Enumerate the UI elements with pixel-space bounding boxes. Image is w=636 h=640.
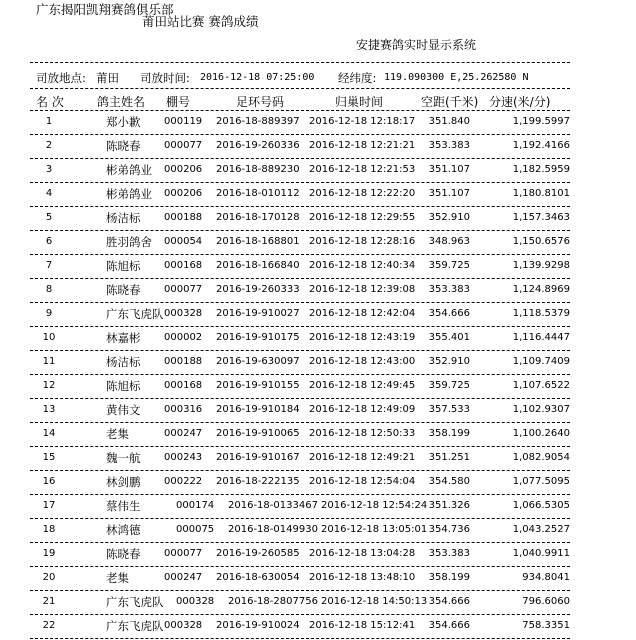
distance-cell: 359.725 — [428, 380, 470, 391]
arrival-cell: 2016-12-18 13:04:28 — [309, 548, 416, 559]
speed-cell: 1,180.8101 — [512, 188, 570, 199]
owner-cell: 陈晓春 — [106, 139, 141, 153]
owner-cell: 胜羽鸽舍 — [106, 235, 152, 249]
col-header-loft: 棚号 — [166, 95, 191, 109]
owner-cell: 广东飞虎队 — [106, 595, 164, 609]
owner-cell: 老集 — [106, 427, 129, 441]
loft-cell: 000168 — [164, 260, 203, 271]
rank-cell: 15 — [42, 452, 56, 463]
table-row — [30, 207, 570, 231]
col-header-ring: 足环号码 — [236, 95, 285, 109]
ring-cell: 2016-18-170128 — [216, 212, 300, 223]
speed-cell: 934.8041 — [522, 572, 570, 583]
arrival-cell: 2016-12-18 12:54:24 — [321, 500, 428, 511]
owner-cell: 魏一航 — [106, 451, 141, 465]
table-row — [30, 303, 570, 327]
ring-cell: 2016-19-910184 — [216, 404, 300, 415]
divider-top — [30, 62, 570, 63]
owner-cell: 陈晓春 — [106, 547, 141, 561]
loft-cell: 000243 — [164, 452, 203, 463]
loft-cell: 000119 — [164, 116, 203, 127]
owner-cell: 陈旭标 — [106, 259, 141, 273]
ring-cell: 2016-19-910175 — [216, 332, 300, 343]
arrival-cell: 2016-12-18 12:40:34 — [309, 260, 416, 271]
table-row — [30, 351, 570, 375]
table-row — [30, 375, 570, 399]
rank-cell: 21 — [42, 596, 56, 607]
ring-cell: 2016-19-910167 — [216, 452, 300, 463]
speed-cell: 796.6060 — [522, 596, 570, 607]
loft-cell: 000206 — [164, 164, 203, 175]
ring-cell: 2016-18-889397 — [216, 116, 300, 127]
loft-cell: 000328 — [164, 620, 203, 631]
col-header-distance: 空距(千米) — [421, 95, 479, 109]
owner-cell: 陈旭标 — [106, 379, 141, 393]
rank-cell: 17 — [42, 500, 56, 511]
speed-cell: 1,199.5997 — [512, 116, 570, 127]
table-row — [30, 159, 570, 183]
rank-cell: 16 — [42, 476, 56, 487]
loft-cell: 000188 — [164, 356, 203, 367]
rank-cell: 8 — [45, 284, 53, 295]
coord-value: 119.090300 E,25.262580 N — [384, 72, 529, 83]
speed-cell: 1,118.5379 — [512, 308, 570, 319]
location-value: 莆田 — [96, 71, 119, 85]
rank-cell: 2 — [45, 140, 53, 151]
ring-cell: 2016-19-630097 — [216, 356, 300, 367]
distance-cell: 352.910 — [428, 212, 470, 223]
loft-cell: 000328 — [164, 308, 203, 319]
arrival-cell: 2016-12-18 12:28:16 — [309, 236, 416, 247]
speed-cell: 1,192.4166 — [512, 140, 570, 151]
ring-cell: 2016-18-166840 — [216, 260, 300, 271]
location-label: 司放地点: — [36, 71, 86, 85]
loft-cell: 000174 — [176, 500, 215, 511]
arrival-cell: 2016-12-18 13:05:01 — [321, 524, 428, 535]
speed-cell: 1,116.4447 — [512, 332, 570, 343]
table-row — [30, 423, 570, 447]
table-row — [30, 615, 570, 639]
table-row — [30, 471, 570, 495]
speed-cell: 1,124.8969 — [512, 284, 570, 295]
time-value: 2016-12-18 07:25:00 — [200, 72, 315, 83]
rank-cell: 13 — [42, 404, 56, 415]
distance-cell: 359.725 — [428, 260, 470, 271]
ring-cell: 2016-19-910027 — [216, 308, 300, 319]
rank-cell: 9 — [45, 308, 53, 319]
ring-cell: 2016-19-910024 — [216, 620, 300, 631]
table-row — [30, 111, 570, 135]
rank-cell: 18 — [42, 524, 56, 535]
arrival-cell: 2016-12-18 12:21:53 — [309, 164, 416, 175]
owner-cell: 陈晓春 — [106, 283, 141, 297]
rank-cell: 5 — [45, 212, 53, 223]
owner-cell: 林剑鹏 — [106, 475, 141, 489]
loft-cell: 000247 — [164, 572, 203, 583]
ring-cell: 2016-18-889230 — [216, 164, 300, 175]
table-row — [30, 279, 570, 303]
arrival-cell: 2016-12-18 12:22:20 — [309, 188, 416, 199]
owner-cell: 广东飞虎队 — [106, 307, 164, 321]
system-name: 安捷赛鸽实时显示系统 — [356, 38, 477, 52]
distance-cell: 357.533 — [428, 404, 470, 415]
speed-cell: 1,100.2640 — [512, 428, 570, 439]
speed-cell: 1,150.6576 — [512, 236, 570, 247]
owner-cell: 杨洁标 — [106, 211, 141, 225]
distance-cell: 358.199 — [428, 572, 470, 583]
distance-cell: 354.580 — [428, 476, 470, 487]
rank-cell: 10 — [42, 332, 56, 343]
ring-cell: 2016-18-010112 — [216, 188, 300, 199]
speed-cell: 1,040.9911 — [512, 548, 570, 559]
table-row — [30, 135, 570, 159]
ring-cell: 2016-18-0133467 — [228, 500, 318, 511]
table-row — [30, 327, 570, 351]
distance-cell: 348.963 — [428, 236, 470, 247]
rank-cell: 19 — [42, 548, 56, 559]
rank-cell: 20 — [42, 572, 56, 583]
speed-cell: 758.3351 — [522, 620, 570, 631]
distance-cell: 351.107 — [428, 188, 470, 199]
arrival-cell: 2016-12-18 12:49:09 — [309, 404, 416, 415]
loft-cell: 000316 — [164, 404, 203, 415]
ring-cell: 2016-19-260333 — [216, 284, 300, 295]
distance-cell: 351.251 — [428, 452, 470, 463]
distance-cell: 353.383 — [428, 284, 470, 295]
arrival-cell: 2016-12-18 12:49:45 — [309, 380, 416, 391]
loft-cell: 000077 — [164, 548, 203, 559]
rank-cell: 14 — [42, 428, 56, 439]
table-row — [30, 567, 570, 591]
table-row — [30, 543, 570, 567]
owner-cell: 林鸿德 — [106, 523, 141, 537]
loft-cell: 000328 — [176, 596, 215, 607]
arrival-cell: 2016-12-18 12:50:33 — [309, 428, 416, 439]
ring-cell: 2016-19-910065 — [216, 428, 300, 439]
table-row — [30, 495, 570, 519]
loft-cell: 000168 — [164, 380, 203, 391]
rank-cell: 12 — [42, 380, 56, 391]
distance-cell: 354.666 — [428, 596, 470, 607]
speed-cell: 1,043.2527 — [512, 524, 570, 535]
loft-cell: 000188 — [164, 212, 203, 223]
arrival-cell: 2016-12-18 13:48:10 — [309, 572, 416, 583]
ring-cell: 2016-19-260585 — [216, 548, 300, 559]
loft-cell: 000206 — [164, 188, 203, 199]
owner-cell: 老集 — [106, 571, 129, 585]
arrival-cell: 2016-12-18 12:54:04 — [309, 476, 416, 487]
ring-cell: 2016-18-0149930 — [228, 524, 318, 535]
rank-cell: 11 — [42, 356, 56, 367]
speed-cell: 1,182.5959 — [512, 164, 570, 175]
distance-cell: 355.401 — [428, 332, 470, 343]
distance-cell: 353.383 — [428, 548, 470, 559]
rank-cell: 3 — [45, 164, 53, 175]
arrival-cell: 2016-12-18 12:29:55 — [309, 212, 416, 223]
owner-cell: 林嘉彬 — [106, 331, 141, 345]
owner-cell: 彬弟鸽业 — [106, 187, 152, 201]
speed-cell: 1,157.3463 — [512, 212, 570, 223]
distance-cell: 351.107 — [428, 164, 470, 175]
owner-cell: 广东飞虎队 — [106, 619, 164, 633]
owner-cell: 蔡伟生 — [106, 499, 141, 513]
arrival-cell: 2016-12-18 15:12:41 — [309, 620, 416, 631]
table-row — [30, 231, 570, 255]
arrival-cell: 2016-12-18 12:18:17 — [309, 116, 416, 127]
arrival-cell: 2016-12-18 12:49:21 — [309, 452, 416, 463]
loft-cell: 000075 — [176, 524, 215, 535]
speed-cell: 1,082.9054 — [512, 452, 570, 463]
rank-cell: 4 — [45, 188, 53, 199]
col-header-arrival: 归巢时间 — [335, 95, 384, 109]
loft-cell: 000002 — [164, 332, 203, 343]
owner-cell: 杨洁标 — [106, 355, 141, 369]
ring-cell: 2016-18-2807756 — [228, 596, 318, 607]
rank-cell: 6 — [45, 236, 53, 247]
distance-cell: 354.666 — [428, 308, 470, 319]
loft-cell: 000077 — [164, 284, 203, 295]
loft-cell: 000054 — [164, 236, 203, 247]
rank-cell: 7 — [45, 260, 53, 271]
divider-info — [30, 88, 570, 89]
club-name: 广东揭阳凯翔赛鸽俱乐部 — [36, 2, 174, 17]
arrival-cell: 2016-12-18 12:43:19 — [309, 332, 416, 343]
arrival-cell: 2016-12-18 14:50:13 — [321, 596, 428, 607]
ring-cell: 2016-18-168801 — [216, 236, 300, 247]
arrival-cell: 2016-12-18 12:39:08 — [309, 284, 416, 295]
loft-cell: 000247 — [164, 428, 203, 439]
ring-cell: 2016-18-222135 — [216, 476, 300, 487]
table-row — [30, 255, 570, 279]
speed-cell: 1,066.5305 — [512, 500, 570, 511]
distance-cell: 354.736 — [428, 524, 470, 535]
table-row — [30, 519, 570, 543]
race-title: 莆田站比赛 赛鸽成绩 — [142, 14, 259, 29]
arrival-cell: 2016-12-18 12:21:21 — [309, 140, 416, 151]
distance-cell: 354.666 — [428, 620, 470, 631]
rank-cell: 1 — [45, 116, 53, 127]
col-header-speed: 分速(米/分) — [489, 95, 551, 109]
speed-cell: 1,102.9307 — [512, 404, 570, 415]
table-row — [30, 447, 570, 471]
table-row — [30, 183, 570, 207]
distance-cell: 352.910 — [428, 356, 470, 367]
coord-label: 经纬度: — [338, 71, 377, 85]
ring-cell: 2016-19-260336 — [216, 140, 300, 151]
distance-cell: 351.326 — [428, 500, 470, 511]
table-row — [30, 591, 570, 615]
owner-cell: 彬弟鸽业 — [106, 163, 152, 177]
rank-cell: 22 — [42, 620, 56, 631]
speed-cell: 1,109.7409 — [512, 356, 570, 367]
distance-cell: 353.383 — [428, 140, 470, 151]
speed-cell: 1,077.5095 — [512, 476, 570, 487]
time-label: 司放时间: — [140, 71, 190, 85]
loft-cell: 000222 — [164, 476, 203, 487]
speed-cell: 1,107.6522 — [512, 380, 570, 391]
ring-cell: 2016-19-910155 — [216, 380, 300, 391]
arrival-cell: 2016-12-18 12:42:04 — [309, 308, 416, 319]
distance-cell: 358.199 — [428, 428, 470, 439]
loft-cell: 000077 — [164, 140, 203, 151]
arrival-cell: 2016-12-18 12:43:00 — [309, 356, 416, 367]
ring-cell: 2016-18-630054 — [216, 572, 300, 583]
distance-cell: 351.840 — [428, 116, 470, 127]
speed-cell: 1,139.9298 — [512, 260, 570, 271]
owner-cell: 郑小歉 — [106, 115, 141, 129]
table-row — [30, 399, 570, 423]
owner-cell: 黄伟文 — [106, 403, 141, 417]
col-header-owner: 鸽主姓名 — [97, 95, 146, 109]
col-header-rank: 名 次 — [36, 95, 64, 109]
row-divider — [30, 638, 570, 639]
